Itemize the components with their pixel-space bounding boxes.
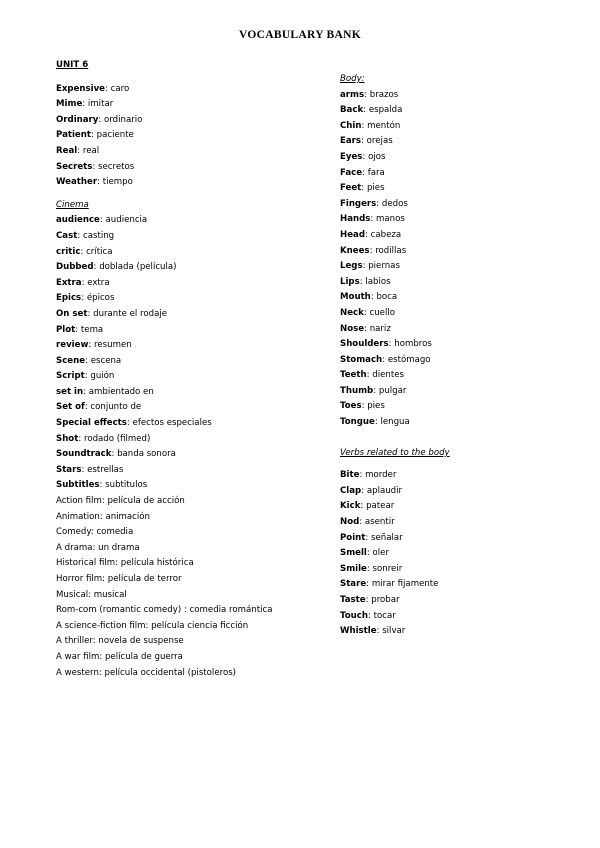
vocab-separator: : [80,246,87,257]
vocab-entry [56,354,326,370]
vocab-entry [56,175,326,191]
vocab-term: Dubbed [56,262,94,273]
vocab-separator: : [373,385,379,396]
vocab-term: Epics [56,293,82,304]
vocab-separator: : [364,89,370,100]
vocab-term: Stare [340,579,367,590]
vocab-entry [340,624,580,640]
vocab-translation: orejas [366,136,393,147]
vocab-term: Clap [340,485,362,496]
vocab-entry [56,144,326,160]
vocab-term: Patient [56,130,91,141]
vocab-separator: : [364,323,370,334]
body-heading: Body: [340,74,365,84]
vocab-separator: : [364,229,371,240]
vocab-separator: : [359,470,366,481]
vocab-term: Mouth [340,292,371,303]
vocab-translation: fara [367,167,385,178]
vocab-separator: : [360,501,367,512]
vocab-translation: pies [366,183,385,194]
vocab-separator: : [362,151,369,162]
general-vocab-list [56,82,326,191]
vocab-entry [340,468,580,484]
vocab-translation: extra [87,277,110,288]
vocab-entry [56,432,326,448]
vocab-separator: : [99,480,106,491]
vocab-entry [56,307,326,323]
vocab-separator: : [82,99,88,110]
vocab-term: Plot [56,324,76,335]
vocab-term: Whistle [340,626,377,637]
vocab-entry [56,323,326,339]
vocab-entry [340,212,580,228]
vocab-entry [340,337,580,353]
vocab-translation: patear [366,501,395,512]
vocab-translation: tiempo [102,177,133,188]
vocab-term: Eyes [340,151,363,162]
vocab-translation: paciente [96,130,134,141]
vocab-translation: labios [365,276,391,287]
vocab-translation: silvar [382,626,406,637]
vocab-separator: : [97,177,103,188]
vocab-entry [56,463,326,479]
vocab-term: Nose [340,323,365,334]
vocab-translation: mirar fijamente [371,579,439,590]
vocab-translation: lengua [380,417,410,428]
vocab-translation: resumen [94,340,132,351]
vocab-separator: : [85,355,91,366]
vocab-separator: : [78,433,84,444]
vocab-term: Teeth [340,370,367,381]
vocab-separator: : [81,277,88,288]
vocab-translation: ordinario [104,114,143,125]
vocab-entry [56,245,326,261]
vocab-translation: nariz [369,323,391,334]
vocab-term: Nod [340,517,360,528]
vocab-translation: efectos especiales [132,418,212,429]
vocab-entry [340,88,580,104]
vocab-translation: estómago [387,354,431,365]
vocab-term: Legs [340,261,363,272]
vocab-translation: sonreir [372,563,403,574]
vocab-term: Toes [340,401,362,412]
vocab-translation: ojos [368,151,386,162]
verbs-vocab-list [340,468,580,640]
vocab-term: Kick [340,501,361,512]
vocab-term: Special effects [56,418,127,429]
vocab-separator: : [363,307,370,318]
vocab-separator: : [366,370,373,381]
vocab-entry [56,113,326,129]
vocab-translation: aplaudir [366,485,403,496]
vocab-term: Chin [340,120,362,131]
vocab-term: Scene [56,355,86,366]
vocab-separator: : [84,402,91,413]
vocab-term: Secrets [56,161,93,172]
vocab-term: Ordinary [56,114,99,125]
vocab-entry: Animation: animación [56,511,150,522]
vocab-translation: tocar [373,610,396,621]
vocab-term: Stomach [340,354,383,365]
vocab-term: Back [340,105,364,116]
vocab-entry [56,97,326,113]
vocab-separator: : [359,517,365,528]
vocab-translation: señalar [371,532,403,543]
vocab-entry: A war film: película de guerra [56,651,183,662]
vocab-translation: cuello [369,307,395,318]
vocab-translation: probar [371,595,400,605]
vocab-translation: espalda [368,105,403,116]
vocab-entry [340,399,580,415]
vocab-term: Cast [56,230,78,241]
vocab-entry [340,181,580,197]
vocab-entry: A drama: un drama [56,542,140,553]
vocab-separator: : [361,120,368,131]
vocab-entry [56,400,326,416]
vocab-term: Feet [340,183,362,194]
vocab-term: Hands [340,214,371,225]
vocab-entry [56,213,326,229]
vocab-entry [56,260,326,276]
vocab-translation: guión [90,371,115,382]
vocab-translation: mentón [367,120,401,131]
vocab-entry: Musical: musical [56,589,127,600]
vocab-translation: rodillas [375,245,407,256]
vocab-entry [340,197,580,213]
vocab-translation: ambientado en [88,386,154,397]
vocab-term: Expensive [56,83,106,94]
vocab-translation: durante el rodaje [93,308,168,319]
vocab-term: Ears [340,136,362,147]
vocab-entry [56,338,326,354]
vocab-translation: casting [82,230,115,241]
vocab-translation: escena [90,355,122,366]
vocab-entry [340,531,580,547]
vocab-term: Bite [340,470,360,481]
vocab-entry [340,353,580,369]
vocab-term: Script [56,371,85,382]
vocab-term: Smell [340,548,367,559]
vocab-entry: Comedy: comedia [56,527,134,538]
vocab-separator: : [84,371,91,382]
vocab-translation: pulgar [378,385,407,396]
left-column [56,58,326,681]
vocab-entry: Action film: película de acción [56,496,185,507]
vocab-entry [340,609,580,625]
vocab-term: Thumb [340,385,374,396]
vocab-separator: : [361,183,367,194]
vocab-translation: manos [376,214,405,225]
vocab-separator: : [87,308,94,319]
vocab-entry [340,103,580,119]
vocab-translation: pies [367,401,385,412]
vocab-separator: : [126,418,133,429]
verbs-heading: Verbs related to the body [340,447,450,458]
vocab-separator: : [98,114,105,125]
vocab-separator: : [93,262,100,273]
vocab-separator: : [362,167,368,178]
vocab-term: Head [340,229,365,240]
vocab-separator: : [92,161,99,172]
vocab-translation: subtitulos [105,480,148,491]
vocab-separator: : [366,579,372,590]
vocab-term: Smile [340,563,367,574]
vocab-entry [56,447,326,463]
cinema-heading: Cinema [56,199,89,210]
vocab-term: Point [340,532,366,543]
vocab-translation: morder [365,470,397,481]
vocab-entry [56,369,326,385]
right-column [340,72,580,640]
vocab-separator: : [83,386,89,397]
vocab-term: Shot [56,433,79,444]
vocab-term: Face [340,167,363,178]
vocab-term: Real [56,145,78,156]
vocab-separator: : [81,293,87,304]
vocab-separator: : [376,198,382,209]
vocab-entry [340,134,580,150]
vocab-separator: : [366,563,373,574]
vocab-entry [340,244,580,260]
vocab-entry [340,228,580,244]
vocab-separator: : [111,449,118,460]
vocab-term: Fingers [340,198,377,209]
vocab-translation: caro [110,83,130,94]
vocab-entry [340,562,580,578]
vocab-separator: : [359,276,366,287]
vocab-term: Shoulders [340,339,389,350]
vocab-translation: crítica [86,246,113,257]
vocab-separator: : [370,214,377,225]
vocab-entry [56,478,326,494]
vocab-translation: banda sonora [117,449,176,460]
vocab-entry: A western: película occidental (pistoleros) [56,667,237,678]
vocab-entry [56,276,326,292]
vocab-term: Touch [340,610,368,621]
vocab-entry [340,546,580,562]
vocab-entry [56,160,326,176]
vocab-translation: tema [80,324,104,335]
vocab-separator: : [81,464,88,475]
vocab-entry [56,416,326,432]
vocab-term: Weather [56,177,98,188]
vocab-entry [340,415,580,431]
vocab-entry [340,499,580,515]
vocab-separator: : [105,83,111,94]
vocab-separator: : [376,626,383,637]
vocab-entry [340,150,580,166]
vocab-entry [340,275,580,291]
vocab-entry: Historical film: película histórica [56,558,194,569]
vocab-separator: : [361,136,367,147]
vocab-translation: épicos [86,293,115,304]
vocab-entry [340,119,580,135]
body-vocab-list [340,88,580,431]
vocab-entry [340,306,580,322]
vocab-separator: : [369,245,376,256]
vocab-term: On set [56,308,88,319]
vocab-term: Subtitles [56,480,100,491]
vocab-separator: : [366,548,373,559]
vocab-translation: secretos [98,161,135,172]
vocab-entry [340,484,580,500]
vocab-term: Taste [340,595,366,605]
vocab-separator: : [370,292,377,303]
vocab-entry [56,385,326,401]
vocab-entry [340,166,580,182]
vocab-separator: : [362,261,369,272]
vocab-entry [340,322,580,338]
vocab-separator: : [361,401,368,412]
vocab-term: Tongue [340,417,375,428]
vocab-translation: audiencia [105,215,148,226]
vocab-term: Set of [56,402,85,413]
vocab-separator: : [363,105,369,116]
vocab-entry [340,384,580,400]
vocab-separator: : [365,532,372,543]
vocab-entry [340,290,580,306]
vocab-entry: A science-fiction film: película ciencia ficción [56,620,249,631]
vocab-term: critic [56,246,81,257]
vocab-translation: brazos [369,89,399,100]
vocab-separator: : [77,230,83,241]
vocab-entry: Rom-com (romantic comedy) : comedia romántica [56,605,273,616]
vocab-separator: : [75,324,81,335]
vocab-translation: dedos [381,198,408,209]
vocab-entry [340,368,580,384]
vocab-entry [56,82,326,98]
vocab-separator: : [99,215,106,226]
vocab-entry [56,291,326,307]
vocab-term: Stars [56,464,82,475]
vocab-separator: : [77,145,83,156]
vocab-separator: : [382,354,388,365]
vocab-term: Mime [56,99,83,110]
vocab-translation: cabeza [370,229,402,240]
vocab-entry: Horror film: película de terror [56,574,182,584]
vocab-translation: doblada (película) [99,262,177,273]
vocab-entry [340,593,580,609]
vocab-term: Knees [340,245,370,256]
vocab-term: review [56,340,89,351]
cinema-vocab-list [56,213,326,494]
vocab-separator: : [374,417,381,428]
vocab-term: Soundtrack [56,449,112,460]
vocab-translation: imitar [87,99,114,110]
vocab-term: Lips [340,276,360,287]
vocab-translation: oler [372,548,389,559]
vocab-term: Neck [340,307,364,318]
vocab-translation: dientes [372,370,404,381]
vocab-translation: conjunto de [90,402,142,413]
vocab-separator: : [88,340,95,351]
vocab-separator: : [388,339,395,350]
vocab-entry: A thriller: novela de suspense [56,636,184,647]
vocab-translation: real [82,145,100,156]
vocab-translation: rodado (filmed) [83,433,151,444]
vocab-term: set in [56,386,84,397]
vocab-translation: piernas [368,261,400,272]
vocab-term: Extra [56,277,82,288]
vocab-term: arms [340,89,365,100]
vocab-translation: boca [376,292,398,303]
vocab-separator: : [367,610,374,621]
vocab-translation: asentir [364,517,395,528]
unit-heading: UNIT 6 [56,60,89,70]
vocab-entry [56,128,326,144]
vocab-separator: : [90,130,97,141]
vocab-translation: estrellas [87,464,124,475]
vocab-entry [340,259,580,275]
vocab-entry [340,515,580,531]
page-title: VOCABULARY BANK [239,29,361,41]
vocab-separator: : [365,595,372,605]
vocab-separator: : [361,485,367,496]
vocab-entry [56,229,326,245]
film-genre-list [56,494,326,681]
vocab-entry [340,577,580,593]
vocab-term: audience [56,215,100,226]
vocab-translation: hombros [394,339,432,350]
